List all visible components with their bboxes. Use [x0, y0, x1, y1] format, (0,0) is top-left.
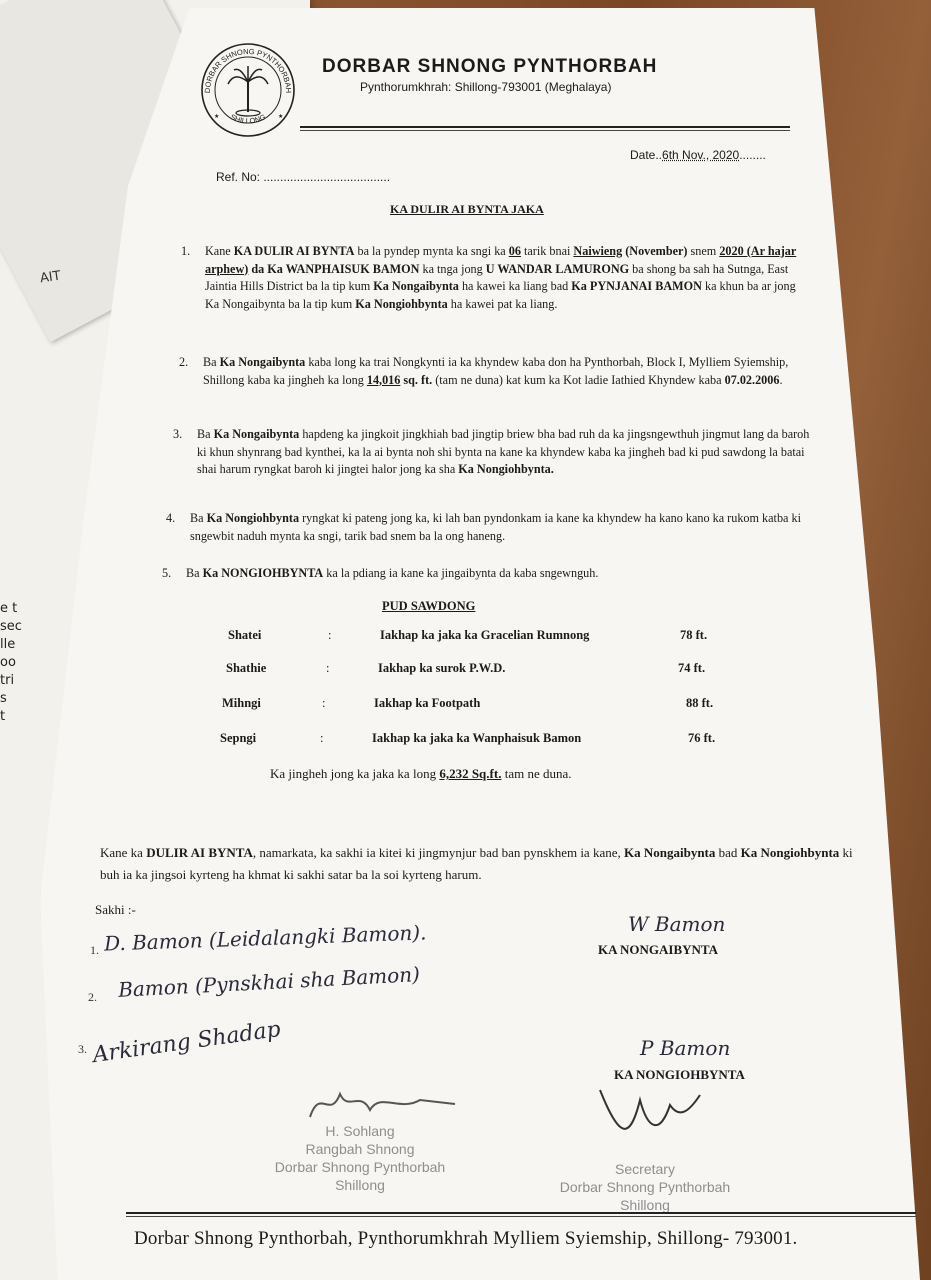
text-segment: Ka Nongaibynta: [373, 279, 459, 293]
text-segment: bad: [715, 845, 741, 860]
text-segment: ha kawei pat ka liang.: [447, 296, 558, 311]
text-segment: Ba: [203, 355, 220, 369]
witness-number: 1.: [90, 943, 99, 957]
boundary-length: 78 ft.: [680, 628, 708, 642]
text-segment: kaba long ka trai Nongkynti ia ka khyndew kaba don ha Pynthorbah, Block I, Mylliem Syiemship, Shillong kaba ka jingheh ka long: [203, 355, 789, 387]
boundary-colon: :: [322, 696, 326, 710]
text-segment: , namarkata, ka sakhi ia kitei ki jingmynjur bad ban pynskhem ia kane,: [252, 845, 624, 860]
margin-scribble: sec: [0, 619, 22, 634]
date-label: Date..: [630, 148, 663, 162]
organization-address: Pynthorumkhrah: Shillong-793001 (Meghalaya): [360, 80, 612, 94]
stamp-line: Rangbah Shnong: [305, 1141, 415, 1157]
stamp-line: H. Sohlang: [325, 1123, 395, 1139]
date-field: [630, 148, 766, 162]
text-segment: ha kawei ka liang bad: [458, 279, 572, 293]
margin-scribble: lle: [0, 637, 16, 652]
margin-scribble: tri: [0, 673, 15, 688]
text-segment: ba la pyndep mynta ka sngi ka: [354, 244, 509, 258]
boundary-length: 76 ft.: [688, 731, 716, 745]
text-segment: Naiwieng: [573, 244, 623, 258]
seal-top-text: DORBAR SHNONG PYNTHORBAH: [202, 46, 294, 94]
witness-signature: Bamon (Pynskhai sha Bamon): [117, 962, 421, 1002]
secretary-stamp: [500, 1160, 790, 1214]
rangbah-shnong-stamp: [230, 1122, 490, 1194]
boundary-description: Iakhap ka jaka ka Gracelian Rumnong: [380, 628, 590, 642]
stamp-line: Shillong: [620, 1197, 670, 1213]
text-segment: ka tnga jong: [419, 261, 486, 276]
witness-number: 2.: [88, 990, 97, 1004]
footer-rule-thin: [126, 1216, 916, 1217]
svg-text:SHILLONG: [229, 112, 267, 125]
margin-scribble: s: [0, 691, 7, 706]
paragraph-5: [162, 565, 826, 583]
text-segment: Ka Nongiohbynta: [740, 845, 840, 860]
text-segment: snem: [687, 244, 720, 258]
ref-number-field: Ref. No: ......................................: [216, 170, 391, 184]
giver-signature: W Bamon: [628, 912, 726, 936]
text-segment: ka la pdiang ia kane ka jingaibynta da kaba sngewnguh.: [323, 566, 599, 580]
text-segment: KA DULIR AI BYNTA: [233, 244, 355, 258]
svg-text:★: ★: [214, 114, 220, 120]
text-segment: ka khun ba ar jong Ka Nongaibynta ba la tip kum: [205, 279, 796, 311]
text-segment: Ba: [190, 511, 207, 525]
header-rule: [300, 126, 790, 128]
text-segment: Ka Nongaibynta: [219, 355, 306, 369]
seal-emblem: [198, 40, 298, 140]
closing-text: [100, 845, 853, 882]
text-segment: Ba: [186, 566, 203, 580]
text-segment: (November): [622, 244, 688, 258]
boundary-direction: Sepngi: [220, 731, 257, 745]
boundary-colon: :: [328, 628, 332, 642]
paragraph-text: [205, 244, 796, 311]
document-title: KA DULIR AI BYNTA JAKA: [390, 202, 544, 216]
text-segment: ki buh ia ka jingsoi kyrteng ha khmat ki sakhi satar ba la soi kyrteng harum.: [100, 845, 853, 882]
boundary-description: Iakhap ka jaka ka Wanphaisuk Bamon: [372, 731, 582, 745]
paragraph-text: [203, 355, 788, 387]
header-rule-thin: [300, 130, 790, 131]
boundary-direction: Shatei: [228, 628, 262, 642]
margin-scribble: e t: [0, 601, 18, 616]
giver-role: KA NONGAIBYNTA: [598, 942, 719, 957]
paragraph-number: 1.: [181, 244, 191, 258]
text-segment: Kane ka: [100, 845, 147, 860]
receiver-role: KA NONGIOHBYNTA: [614, 1067, 745, 1082]
witness-number: 3.: [78, 1042, 87, 1056]
footer-rule: [126, 1212, 916, 1214]
paragraph-1: [181, 243, 808, 313]
total-area-line: [270, 766, 572, 782]
text-segment: ryngkat ki pateng jong ka, ki lah ban pyndonkam ia kane ka khyndew ha kano kano ka rukom katba ki sngewbit naduh mynta ka sngi, tarik bad snem ba la ong haneng.: [190, 511, 801, 543]
paragraph-text: [197, 427, 809, 476]
paragraph-text: [190, 511, 801, 543]
text-segment: WANPHAISUK BAMON: [285, 261, 420, 276]
text-segment: tarik bnai: [520, 244, 574, 258]
text-segment: 14,016: [366, 372, 401, 387]
receiver-signature: P Bamon: [640, 1036, 731, 1060]
boundary-description: Iakhap ka Footpath: [374, 696, 481, 710]
margin-scribble: oo: [0, 655, 16, 670]
text-segment: DULIR AI BYNTA: [146, 845, 253, 860]
boundary-length: 88 ft.: [686, 696, 714, 710]
text-segment: hapdeng ka jingkoit jingkhiah bad jingtip briew bha bad ruh da ka jingsngewthuh jingmut lang da baroh ki khun shynrang bad kynthei, ka la ai bynta noh shi bynta na kane ka khyndew kaba ka jingheh bad ki pud sawdong la batai shai harum ryngkat baroh ki jingtei halor jong ka sha: [197, 427, 810, 476]
boundary-colon: :: [326, 661, 330, 675]
text-segment: Ka Nongiohbynta.: [458, 462, 554, 476]
paragraph-number: 2.: [179, 355, 189, 369]
seal-bottom-text: SHILLONG: [228, 112, 268, 126]
boundary-colon: :: [320, 731, 324, 745]
secretary-signature-scribble: [590, 1080, 710, 1150]
text-segment: Ka Nongaibynta: [624, 845, 716, 860]
text-segment: Ka Nongaibynta: [213, 427, 300, 441]
area-value: 6,232 Sq.ft.: [439, 766, 502, 781]
text-segment: Ka PYNJANAI BAMON: [571, 279, 702, 293]
text-segment: 06: [508, 244, 521, 258]
text-segment: (tam ne duna) kat kum ka Kot ladie Iathied Khyndew kaba: [432, 372, 725, 387]
boundary-direction: Shathie: [226, 661, 267, 675]
paragraph-number: 3.: [173, 427, 183, 441]
text-segment: Ka Nongiohbynta: [206, 511, 300, 525]
paragraph-number: 5.: [162, 566, 172, 580]
paragraph-text: [186, 566, 598, 580]
area-prefix: Ka jingheh jong ka jaka ka long: [270, 766, 440, 781]
witnesses-label: Sakhi :-: [95, 902, 136, 917]
margin-scribble: t: [0, 709, 6, 724]
witness-signature: Arkirang Shadap: [91, 1016, 283, 1069]
text-segment: Ka NONGIOHBYNTA: [202, 566, 324, 580]
area-suffix: tam ne duna.: [501, 766, 572, 781]
text-segment: da Ka: [248, 261, 286, 276]
text-segment: Ka Nongiohbynta: [355, 296, 448, 311]
text-segment: U WANDAR LAMURONG: [485, 261, 630, 276]
organization-name: DORBAR SHNONG PYNTHORBAH: [322, 56, 658, 77]
stamp-signature-scribble: [270, 1082, 470, 1122]
boundaries-heading: PUD SAWDONG: [382, 599, 476, 613]
closing-paragraph: [100, 842, 870, 886]
paragraph-4: [166, 510, 825, 545]
text-segment: .: [779, 372, 783, 387]
left-paper-mark: AIT: [39, 268, 62, 287]
paragraph-number: 4.: [166, 511, 176, 525]
text-segment: Kane: [205, 244, 234, 258]
text-segment: ba shong ba sah ha Sutnga, East Jaintia Hills District ba la tip kum: [205, 261, 789, 293]
boundary-length: 74 ft.: [678, 661, 706, 675]
footer-address: Dorbar Shnong Pynthorbah, Pynthorumkhrah Mylliem Syiemship, Shillong- 793001.: [134, 1228, 798, 1249]
date-value: 6th Nov., 2020: [662, 148, 740, 162]
paragraph-3: [173, 426, 815, 479]
date-trail: ........: [739, 148, 766, 162]
stamp-line: Dorbar Shnong Pynthorbah: [559, 1179, 731, 1195]
stamp-line: Shillong: [335, 1177, 385, 1193]
text-segment: Ba: [197, 427, 214, 441]
witness-signature: D. Bamon (Leidalangki Bamon).: [103, 920, 427, 956]
boundary-direction: Mihngi: [222, 696, 261, 710]
text-segment: 07.02.2006: [724, 372, 780, 387]
stamp-line: Dorbar Shnong Pynthorbah: [274, 1159, 446, 1175]
paragraph-2: [179, 354, 809, 389]
stamp-line: Secretary: [615, 1161, 675, 1177]
text-segment: 2020 (Ar hajar arphew): [205, 244, 797, 276]
boundary-description: Iakhap ka surok P.W.D.: [378, 661, 506, 675]
text-segment: sq. ft.: [400, 372, 433, 387]
svg-text:★: ★: [278, 114, 284, 120]
